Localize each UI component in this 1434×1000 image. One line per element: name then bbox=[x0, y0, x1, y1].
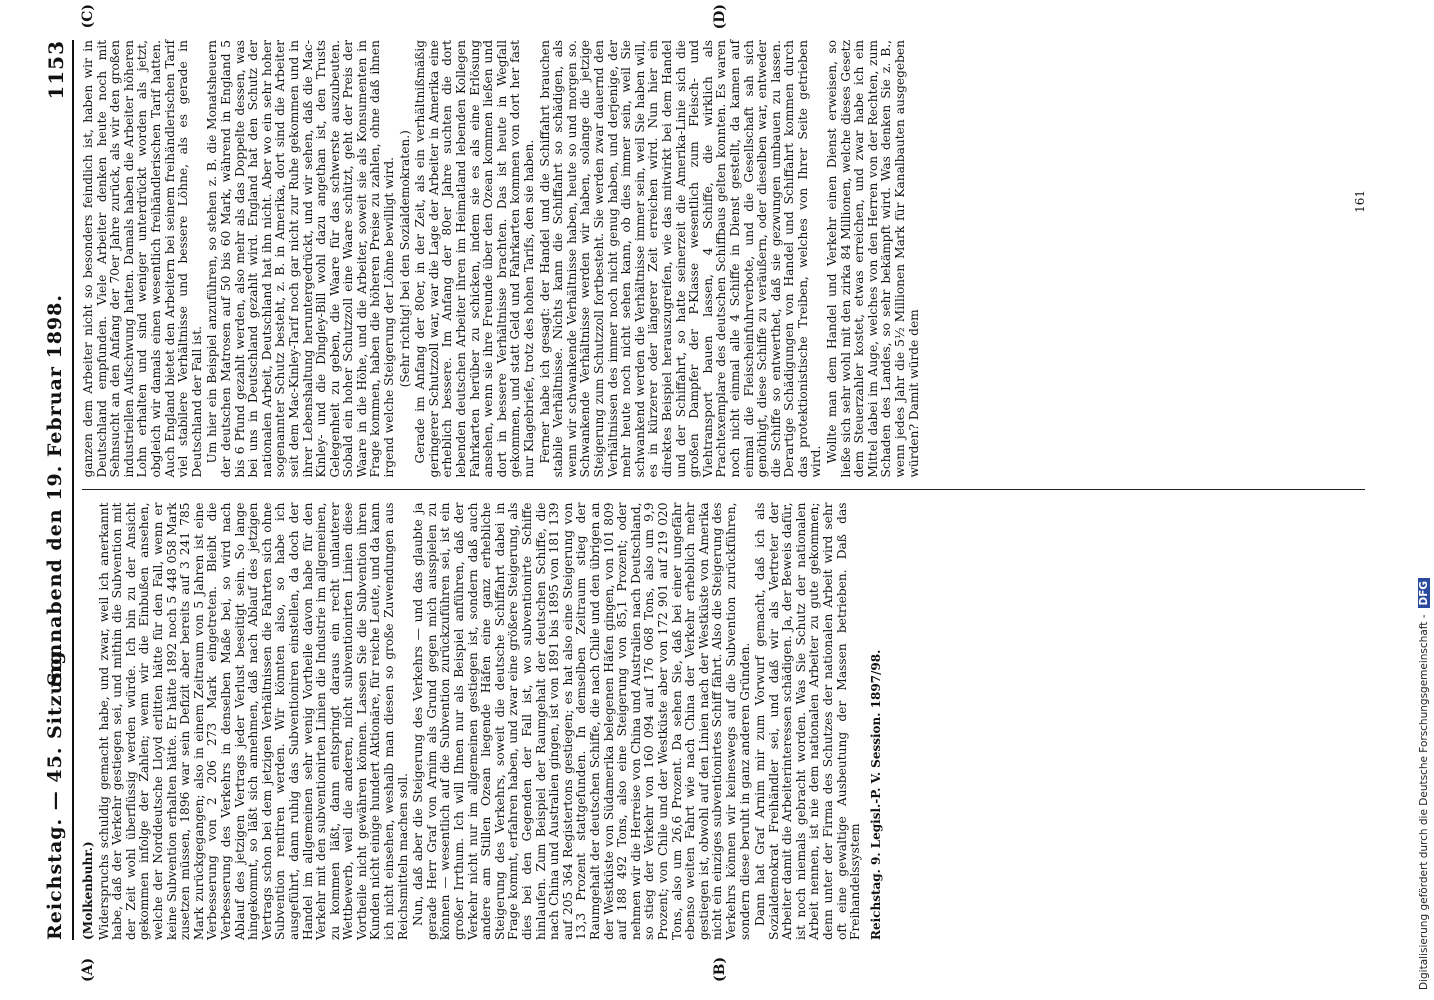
paragraph: Wollte man dem Handel und Verkehr einen Dienst erweisen, so ließe sich sehr wohl mit den zirka 84 Millionen, welche dieses Gesetz dem Steuerzahler kostet, etwas erreichen, und zwar habe ich ein Mittel dabei im Auge, welches von den Herren von der Rechten, zum Schaden des Landes, so sehr bekämpft wird. Was denken Sie z. B., wenn jedes Jahr die 5½ Millionen Mark für Kanalbauten ausgegeben würden? Damit würde dem bbox=[825, 40, 921, 478]
paragraph: Widerspruchs schuldig gemacht habe, und zwar, weil ich anerkannt habe, daß der Verkehr gestiegen sei, und mithin die Subvention mit der Zeit wohl überflüssig werden würde. Ich bin zu der Ansicht gekommen infolge der Zahlen; wenn wir die Einbußen ansehen, welche der Norddeutsche Lloyd erlitten hätte für den Fall, wenn er keine Subvention erhalten hätte. Er hätte 1892 noch 5 448 058 Mark zusetzen müssen, 1896 war sein Defizit aber bereits auf 3 241 785 Mark zurückgegangen; also in einem Zeitraum von 5 Jahren ist eine Verbesserung von 2 206 273 Mark eingetreten. Bleibt die Verbesserung des Verkehrs in denselben Maße bei, so wird nach Ablauf des jetzigen Vertrags jeder Verlust beseitigt sein. So lange hingekommt, so läßt sich annehmen, daß nach Ablauf des jetzigen Vertrags schon bei dem jetzigen Verhältnissen die Fahrten sich ohne Subvention rentiren werden. Wir könnten also, so habe ich ausgeführt, dann ruhig das Subventioniren einstellen, da doch der Handel im allgemeinen sehr wenig Vortheile davon habe für den Verkehr mit den subventionirten Linien die Industrie im allgemeinen, zu kommen läßt, dann entspringt daraus ein recht unlauterer Wettbewerb, weil die anderen, nicht subventionirten Linien diese Vortheile nicht gewähren können. Lassen Sie die Subvention ihren Kunden nicht einige hundert Aktionäre, für reiche Leute, und da kann ich nicht einsehen, weshalb man diesen so große Zuwendungen aus Reichsmitteln machen soll. bbox=[96, 502, 410, 940]
margin-mark-b: (B) bbox=[712, 956, 728, 982]
header-date: Sonnabend den 19. Februar 1898. bbox=[44, 294, 66, 686]
digitization-note bbox=[1418, 10, 1430, 990]
paragraph: Gerade im Anfang der 80er, in der Zeit, als ein verhältnißmäßig geringerer Schutzzoll war, war die Lage der Arbeiter in Amerika eine erheblich bessere. Im Anfang der 80er Jahre suchten die dort lebenden deutschen Arbeiter ihren im Heimatland lebenden Kollegen Fahrkarten herüber zu schicken, indem sie es als eine Erlösung ansehen, wenn sie ihre Freunde über den Ozean kommen ließen und dort in bessere Verhältnisse brachten. Das ist heute in Wegfall gekommen, und statt Geld und Fahrkarten kommen von dort her fast nur Klagebriefe, trotz des hohen Tarifs, den sie haben. bbox=[413, 40, 536, 478]
dfg-logo: DFG bbox=[1418, 578, 1430, 609]
speaker-name: (Molkenbuhr.) bbox=[81, 841, 95, 940]
margin-mark-c: (C) bbox=[80, 4, 96, 29]
left-column bbox=[82, 490, 1365, 941]
paragraph: ganzen dem Arbeiter nicht so besonders feindlich ist, haben wir in Deutschland empfunden. Viele Arbeiter denken heute noch mit Sehnsucht an den Anfang der 70er Jahre zurück, als wir den großen industriellen Aufschwung hatten. Damals haben die Arbeiter höheren Lohn erhalten und sind weniger unterdrückt worden als jetzt, obgleich wir damals einen wesentlich freihändlerischen Tarif hatten. Auch England bietet den Arbeitern bei seinem freihändlerischen Tarif viel stabilere Verhältnisse und bessere Löhne, als es gerade in Deutschland der Fall ist. bbox=[81, 40, 204, 478]
digitization-text: Digitalisierung gefördert durch die Deutsche Forschungsgemeinschaft - bbox=[1418, 614, 1430, 990]
paragraph: Dann hat Graf Arnim mir zum Vorwurf gemacht, daß ich als Sozialdemokrat Freihändler sei, und daß wir als Vertreter der Arbeiter damit die Arbeiterinteressen schädigen. Ja, der Beweis dafür, ist noch niemals gebracht worden. Was Sie Schutz der nationalen Arbeit nennen, ist nie dem nationalen Arbeiter zu gute gekommen; denn unter der Firma des Schutzes der nationalen Arbeit wird sehr oft eine gewaltige Ausbeutung der Massen betrieben. Daß das Freihandelssystem bbox=[753, 502, 863, 940]
margin-mark-d: (D) bbox=[712, 4, 728, 30]
page-number: 1153 bbox=[44, 40, 68, 100]
page-header bbox=[42, 40, 74, 940]
right-column bbox=[82, 40, 1365, 490]
sheet-number: 161 bbox=[1353, 190, 1367, 213]
text-columns bbox=[82, 40, 1365, 940]
paragraph: Ferner habe ich gesagt: der Handel und die Schiffahrt brauchen stabile Verhältnisse. Nichts kann die Schiffahrt so schädigen, als wenn wir schwankende Verhältnisse haben, heute so und morgen so. Schwankende Verhältnisse werden wir haben, solange die jetzige Steigerung zum Schutzzoll fortbesteht. Sie werden zwar dauernd den Verhältnissen des immer noch nicht genug haben, und derjenige, der mehr heute noch nicht sehen kann, ob dies immer sein, weil Sie schwankend werden die Verhältnisse immer sein, weil Sie haben will, es in kürzerer oder längerer Zeit erreichen wird. Nun hier ein direktes Beispiel herauszugreifen, wie das mitwirkt bei dem Handel und der Schiffahrt, so hatte seinerzeit die Amerika-Linie sich die großen Dampfer der P-Klasse wesentlich zum Fleisch- und Viehtransport bauen lassen, 4 Schiffe, die wirklich als Prachtexemplare des deutschen Schiffbaus gelten konnten. Es waren noch nicht einmal alle 4 Schiffe in Dienst gestellt, da kamen auf einmal die Fleischeinfuhrverbote, und die Gesellschaft sah sich genöthigt, diese Schiffe zu veräußern, oder dieselben war, entweder die Schiffe so entwerthet, daß sie gezwungen umbauen zu lassen. Derartige Schädigungen von Handel und Schiffahrt kommen durch das protektionistische Treiben, welches von Ihrer Seite getrieben wird. bbox=[537, 40, 824, 478]
header-session: Reichstag. — 45. Sitzung. bbox=[44, 642, 66, 940]
session-footer: Reichstag. 9. Legisl.-P. V. Session. 1897/98. bbox=[868, 649, 883, 940]
paragraph: Nun, daß aber die Steigerung des Verkehrs — und das glaubte ja gerade Herr Graf von Arnim als Grund gegen mich ausspielen zu können — wesentlich auf die Subvention zurückzuführen sei, ist ein großer Irrthum. Ich will Ihnen nur als Beispiel anführen, daß der Verkehr nicht nur im allgemeinen gestiegen ist, sondern daß auch andere am Stillen Ozean liegende Häfen eine ganz erhebliche Steigerung des Verkehrs, soweit die deutsche Schiffahrt dabei in Frage kommt, erfahren haben, und zwar eine größere Steigerung, als dies bei den Gegenden der Fall ist, wo subventionirte Schiffe hinlaufen. Zum Beispiel der Raumgehalt der deutschen Schiffe, die nach China und Australien gingen, ist von 1891 bis 1895 von 181 139 auf 205 364 Registertons gestiegen; es hat also eine Steigerung von 13,3 Prozent stattgefunden. In demselben Zeitraum stieg der Raumgehalt der deutschen Schiffe, die nach Chile und den übrigen an der Westküste von Südamerika belegenen Häfen gingen, von 101 809 auf 188 492 Tons, also eine Steigerung von 85,1 Prozent; oder nehmen wir die Herreise von China und Australien nach Deutschland, so stieg der Verkehr von 160 094 auf 176 068 Tons, also um 9,9 Prozent; von Chile und der Westküste aber von 172 901 auf 219 020 Tons, also um 26,6 Prozent. Da sehen Sie, daß bei einer ungefähr ebenso weiten Fahrt wie nach China der Verkehr erheblich mehr gestiegen ist, obwohl auf den Linien nach der Westküste von Amerika nicht ein einziges subventionirtes Schiff fährt. Also die Steigerung des Verkehrs können wir keineswegs auf die Subvention zurückführen, sondern diese beruht in ganz anderen Gründen. bbox=[411, 502, 752, 940]
interjection: (Sehr richtig! bei den Sozialdemokraten.) bbox=[397, 130, 412, 388]
margin-mark-a: (A) bbox=[80, 957, 96, 982]
paragraph: Um hier ein Beispiel anzuführen, so stehen z. B. die Monatsheuern der deutschen Matrosen auf 50 bis 60 Mark, während in England 5 bis 6 Pfund gezahlt werden, also mehr als das Doppelte dessen, was bei uns in Deutschland gezahlt wird. England hat den Schutz der nationalen Arbeit, Deutschland hat ihn nicht. Aber wo ein sehr hoher sogenannter Schutz besteht, z. B. in Amerika, dort sind die Arbeiter seit dem Mac-Kinley-Tarif noch gar nicht zur Ruhe gekommen und in ihrer Lebenshaltung heruntergedrückt, und wir sehen, daß die Mac-Kinley- und die Dingley-Bill wohl dazu angethan ist, den Trusts Gelegenheit zu geben, die Waare für das schwerste auszubeuten. Sobald ein hoher Schutzzoll eine Waare schützt, geht der Preis der Waare in die Höhe, und die Arbeiter, soweit sie als Konsumenten in Frage kommen, haben die höheren Preise zu zahlen, ohne daß ihnen irgend welche Steigerung der Löhne bewilligt wird. bbox=[205, 40, 397, 478]
